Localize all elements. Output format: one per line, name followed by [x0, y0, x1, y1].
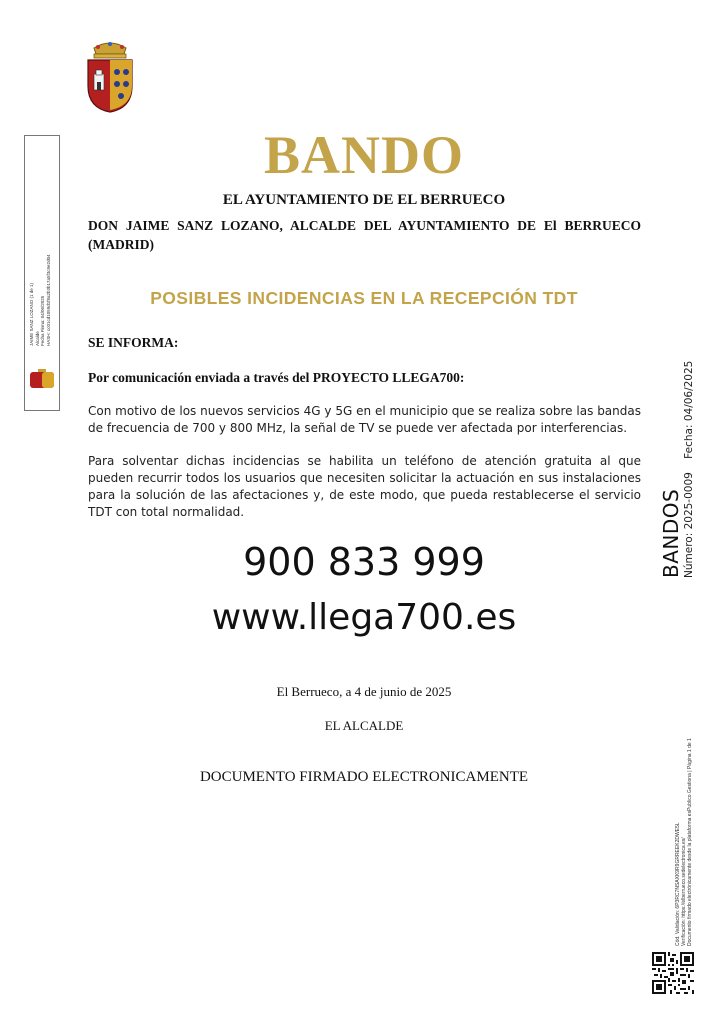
- support-website: www.llega700.es: [211, 597, 517, 638]
- support-phone: 900 833 999: [243, 540, 485, 584]
- communication-line: Por comunicación enviada a través del PROYECTO LLEGA700:: [88, 370, 465, 385]
- signature-line: HASH: cc01cd1059d1f8a2b3b17a5f3c9e2d04: [45, 254, 51, 346]
- signed-note: DOCUMENTO FIRMADO ELECTRONICAMENTE: [199, 769, 529, 785]
- registry-number: Número: 2025-0009: [683, 472, 695, 578]
- signature-line: Fecha Firma: 04/06/2025: [40, 295, 45, 346]
- se-informa-label: SE INFORMA:: [88, 335, 179, 350]
- signature-line: Alcalde: [34, 331, 40, 346]
- registry-block: [660, 358, 696, 578]
- municipal-crest-icon: [84, 40, 136, 114]
- document-title: BANDO: [263, 125, 464, 185]
- registry-meta: [682, 358, 696, 578]
- signature-line: JAIME SANZ LOZANO (1 de 1): [29, 282, 34, 346]
- csv-line: Cód. Validación: 6P3RC7NSAXK9R9GRREEK2DWE5L: [675, 822, 681, 946]
- ayuntamiento-heading: EL AYUNTAMIENTO DE EL BERRUECO: [222, 192, 506, 208]
- csv-verification: [675, 636, 693, 946]
- paragraph-solucion: Para solventar dichas incidencias se habilita un teléfono de atención gratuita al que pueden recurrir todos los usuarios que necesiten solicitar la actuación en sus instalaciones para la solución de las afectaciones y, de este modo, que pueda restablecerse el servicio TDT con total normalidad.: [88, 454, 641, 519]
- subject-heading: POSIBLES INCIDENCIAS EN LA RECEPCIÓN TDT: [150, 288, 578, 308]
- qr-code-icon: [652, 952, 694, 994]
- paragraph-motivo: Con motivo de los nuevos servicios 4G y 5G en el municipio que se realiza sobre las bandas de frecuencia de 700 y 800 MHz, la señal de TV se puede ver afectada por interferencias.: [88, 404, 641, 435]
- signer-title: EL ALCALDE: [324, 718, 404, 733]
- registry-label: BANDOS: [659, 488, 683, 578]
- place-date: El Berrueco, a 4 de junio de 2025: [276, 684, 452, 699]
- csv-line: Verificación: https://elberrueco.sedelectronica.es/: [681, 837, 687, 946]
- mini-crest-icon: [28, 368, 56, 390]
- mayor-intro: DON JAIME SANZ LOZANO, ALCALDE DEL AYUNTAMIENTO DE El BERRUECO (MADRID): [88, 218, 641, 252]
- csv-line: Documento firmado electrónicamente desde la plataforma esPublico Gestiona | Página 1 de 1: [687, 738, 693, 946]
- registry-date: Fecha: 04/06/2025: [683, 360, 695, 459]
